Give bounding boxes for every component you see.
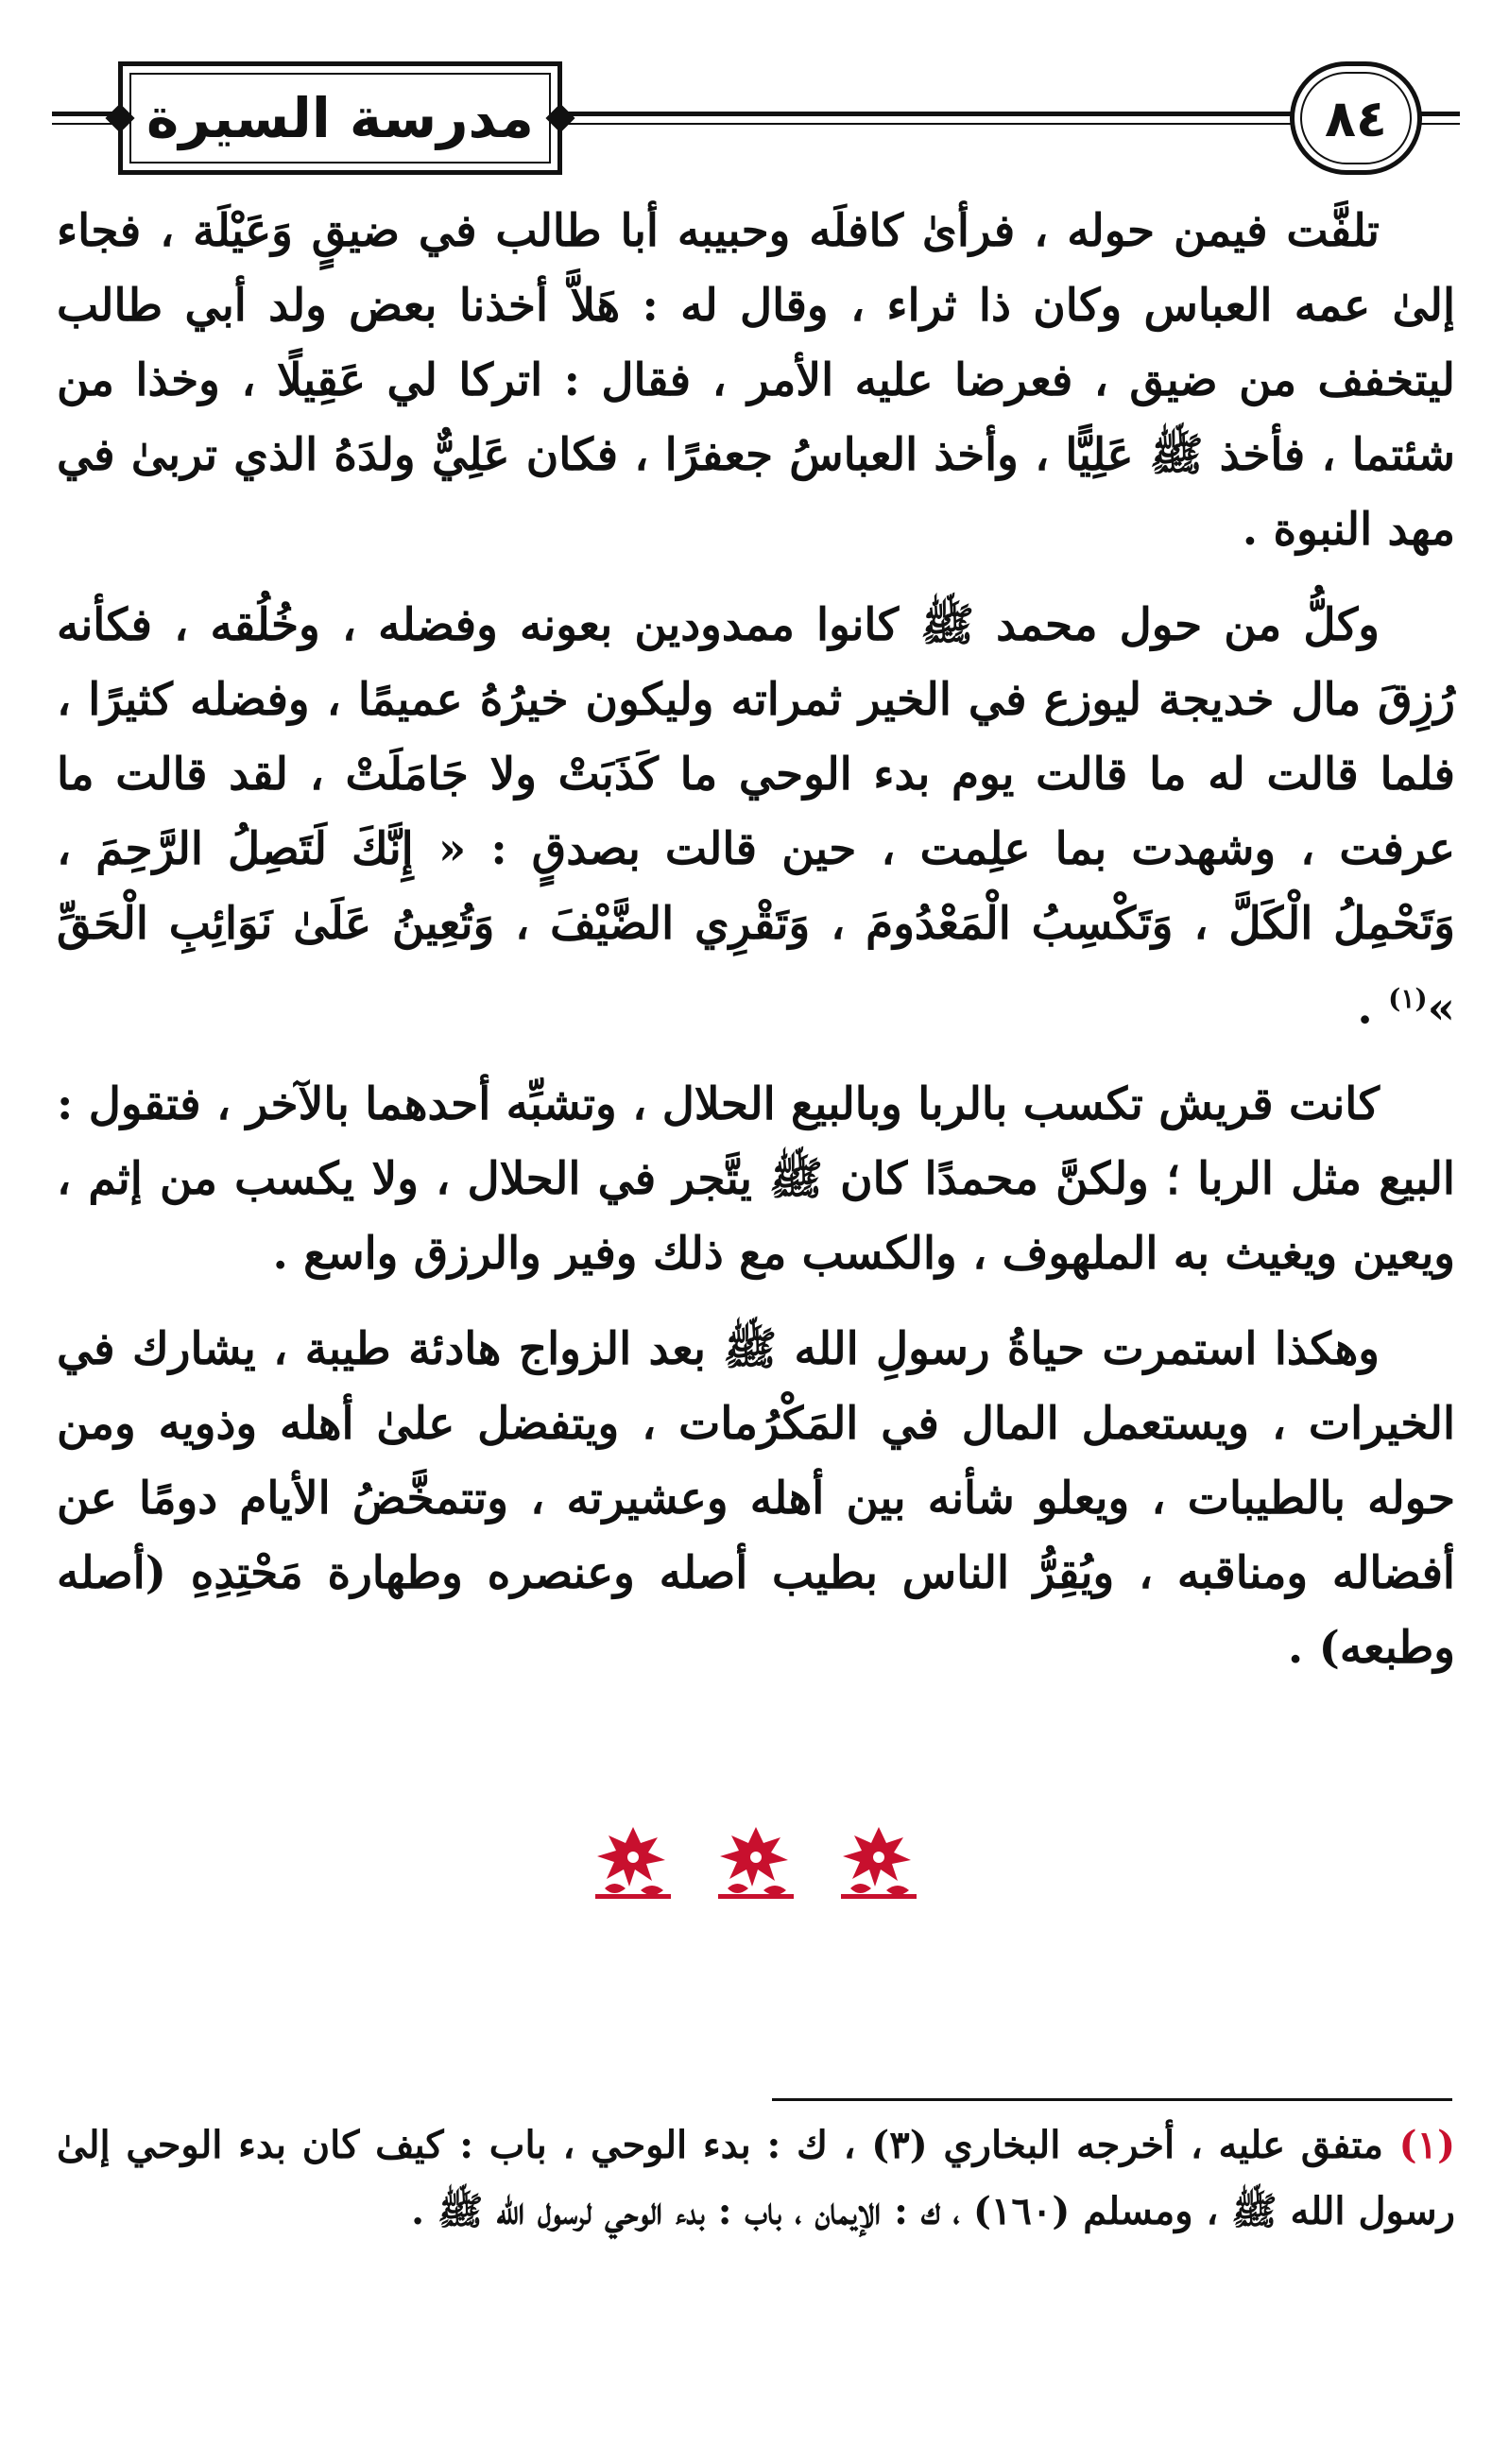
- paragraph-2-tail: .: [1357, 982, 1389, 1035]
- section-ornament: [586, 1819, 926, 1904]
- running-title: مدرسة السيرة: [146, 86, 534, 150]
- floral-ornament-icon: [586, 1822, 680, 1903]
- paragraph-2-text: وكلُّ من حول محمد ﷺ كانوا ممدودين بعونه وفضله ، وخُلُقه ، فكأنه رُزِقَ مال خديجة ليوزع في الخير ثمراته وليكون خيرُهُ عميمًا ، وفضله كثيرًا ، فلما قالت له ما قالت يوم بدء الوحي ما كَذَبَتْ ولا جَامَلَتْ ، لقد قالت ما عرفت ، وشهدت بما علِمت ، حين قالت بصدقٍ : « إِنَّكَ لَتَصِلُ الرَّحِمَ ، وَتَحْمِلُ الْكَلَّ ، وَتَكْسِبُ الْمَعْدُومَ ، وَتَقْرِي الضَّيْفَ ، وَتُعِينُ عَلَىٰ نَوَائِبِ الْحَقِّ »: [57, 599, 1455, 1035]
- footnote-reference: (١): [1388, 983, 1428, 1014]
- paragraph-3: كانت قريش تكسب بالربا وبالبيع الحلال ، وتشبِّه أحدهما بالآخر ، فتقول : البيع مثل الربا ؛ ولكنَّ محمدًا كان ﷺ يتَّجر في الحلال ، ولا يكسب من إثم ، ويعين ويغيث به الملهوف ، والكسب مع ذلك وفير والرزق واسع .: [57, 1077, 1455, 1280]
- running-title-frame: [118, 61, 562, 175]
- footnote-1: [57, 2112, 1455, 2245]
- floral-ornament-icon: [709, 1822, 803, 1903]
- paragraph-1: تلفَّت فيمن حوله ، فرأىٰ كافلَه وحبيبه أبا طالب في ضيقٍ وَعَيْلَة ، فجاء إلىٰ عمه العباس وكان ذا ثراء ، وقال له : هَلاَّ أخذنا بعض ولد أبي طالب ليتخفف من ضيق ، فعرضا عليه الأمر ، فقال : اتركا لي عَقِيلًا ، وخذا من شئتما ، فأخذ ﷺ عَلِيًّا ، وأخذ العباسُ جعفرًا ، فكان عَلِيٌّ ولدَهُ الذي تربىٰ في مهد النبوة .: [57, 205, 1455, 556]
- page-number: ٨٤: [1325, 88, 1387, 148]
- footnotes: [57, 2112, 1455, 2245]
- paragraph-4: وهكذا استمرت حياةُ رسولِ الله ﷺ بعد الزواج هادئة طيبة ، يشارك في الخيرات ، ويستعمل المال في المَكْرُمات ، ويتفضل علىٰ أهله وذويه ومن حوله بالطيبات ، ويعلو شأنه بين أهله وعشيرته ، وتتمخَّضُ الأيام دومًا عن أفضاله ومناقبه ، ويُقِرُّ الناس بطيب أصله وعنصره وطهارة مَحْتِدِهِ (أصله وطبعه) .: [57, 1322, 1455, 1674]
- floral-ornament-icon: [832, 1822, 926, 1903]
- page-header: [52, 47, 1460, 180]
- footnote-text: متفق عليه ، أخرجه البخاري (٣) ، ك : بدء الوحي ، باب : كيف كان بدء الوحي إلىٰ رسول الله ﷺ ، ومسلم (١٦٠) ، ك : الإيمان ، باب : بدء الوحي لرسول الله ﷺ .: [57, 2123, 1455, 2233]
- page-number-frame: [1290, 61, 1422, 175]
- footnote-marker: (١): [1398, 2123, 1455, 2167]
- paragraph-2: [57, 588, 1455, 1046]
- main-text: [57, 194, 1455, 1706]
- footnote-separator: [772, 2098, 1452, 2101]
